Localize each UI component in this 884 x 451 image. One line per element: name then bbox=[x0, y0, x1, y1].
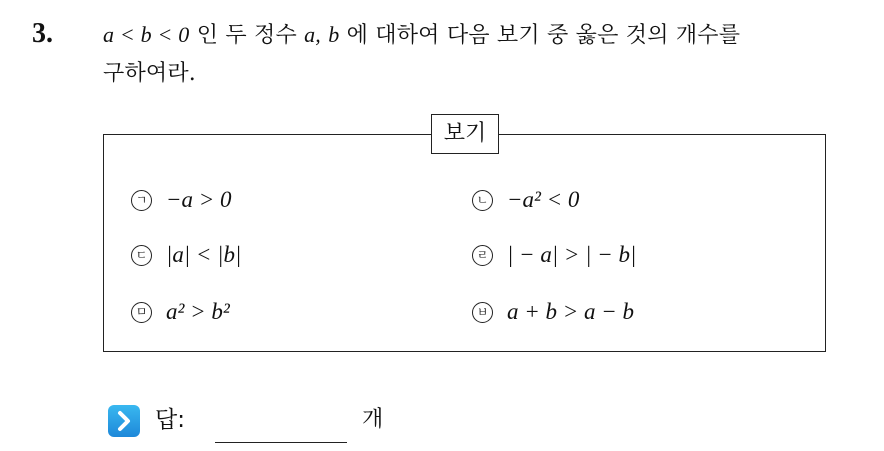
chevron-right-icon bbox=[108, 405, 140, 437]
circled-marker-4: ㄹ bbox=[472, 245, 493, 266]
circled-marker-2: ㄴ bbox=[472, 190, 493, 211]
circled-marker-1: ㄱ bbox=[131, 190, 152, 211]
answer-label: 답: bbox=[155, 407, 185, 433]
example-expression-4: | − a| > | − b| bbox=[507, 242, 637, 267]
circled-marker-6: ㅂ bbox=[472, 302, 493, 323]
example-box-title: 보기 bbox=[431, 114, 499, 154]
condition-expression: a < b < 0 bbox=[103, 22, 190, 47]
example-expression-5: a² > b² bbox=[166, 299, 230, 324]
circled-marker-5: ㅁ bbox=[131, 302, 152, 323]
example-item-1 bbox=[131, 185, 232, 215]
question-text-part-2: 에 대하여 다음 보기 중 옳은 것의 개수를 bbox=[346, 23, 741, 48]
variable-b: b bbox=[328, 22, 340, 47]
question-text-part-3: 구하여라. bbox=[103, 61, 197, 86]
answer-unit: 개 bbox=[362, 407, 384, 432]
example-expression-3: |a| < |b| bbox=[166, 242, 242, 267]
question-number: 3. bbox=[32, 18, 53, 49]
example-item-6 bbox=[472, 297, 634, 327]
circled-marker-3: ㄷ bbox=[131, 245, 152, 266]
example-expression-6: a + b > a − b bbox=[507, 299, 635, 324]
example-expression-2: −a² < 0 bbox=[507, 187, 580, 212]
variable-a: a, bbox=[304, 22, 322, 47]
example-item-3 bbox=[131, 240, 241, 270]
example-item-4 bbox=[472, 240, 636, 270]
question-text-part-1: 인 두 정수 bbox=[196, 23, 297, 48]
example-item-2 bbox=[472, 185, 579, 215]
answer-input-line[interactable] bbox=[215, 442, 347, 443]
example-expression-1: −a > 0 bbox=[166, 187, 232, 212]
example-item-5 bbox=[131, 297, 230, 327]
question-text bbox=[103, 16, 863, 93]
